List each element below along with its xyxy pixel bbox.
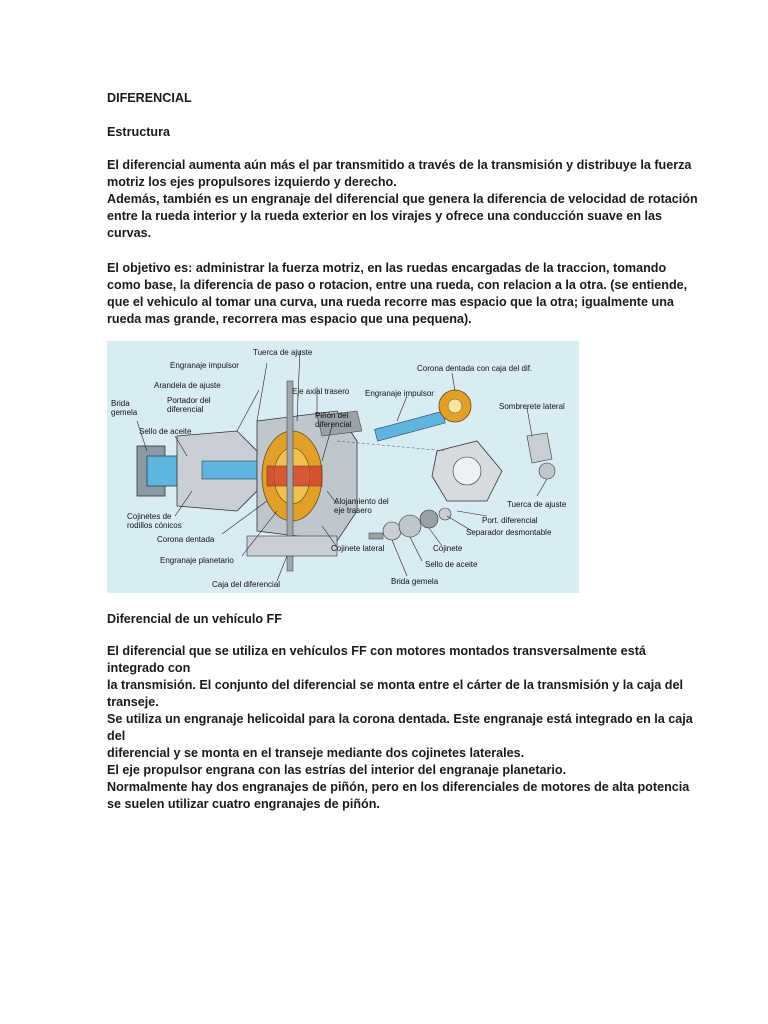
label-separador: Separador desmontable	[466, 528, 552, 537]
text-line: Se utiliza un engranaje helicoidal para la corona dentada. Este engranaje está integrado en la caja	[107, 712, 693, 726]
label-corona-dentada: Corona dentada	[157, 535, 215, 544]
text-line: que el vehiculo al tomar una curva, una rueda recorre mas espacio que la otra; igualmente una	[107, 295, 674, 309]
text-line: rueda mas grande, recorrera mas espacio que una pequena).	[107, 312, 472, 326]
differential-diagram	[107, 341, 579, 593]
text-line: del	[107, 729, 126, 743]
paragraph-ff	[107, 643, 693, 813]
label-caja-diferencial: Caja del diferencial	[212, 580, 281, 589]
label-pinon-1: Piñón del	[315, 411, 349, 420]
label-eje-axial-trasero: Eje axial trasero	[292, 387, 350, 396]
label-tuerca-ajuste-r: Tuerca de ajuste	[507, 500, 567, 509]
label-alojamiento-1: Alojamiento del	[334, 497, 389, 506]
differential-illustration	[107, 341, 579, 593]
label-sombrerete-lateral: Sombrerete lateral	[499, 402, 565, 411]
text-line: Además, también es un engranaje del diferencial que genera la diferencia de velocidad de rotación	[107, 192, 698, 206]
text-line: El diferencial que se utiliza en vehículos FF con motores montados transversalmente está	[107, 644, 646, 658]
label-portador-1: Portador del	[167, 396, 211, 405]
label-tuerca-ajuste: Tuerca de ajuste	[253, 348, 313, 357]
label-brida-gemela-1: Brida	[111, 399, 130, 408]
label-brida-gemela-2: gemela	[111, 408, 138, 417]
label-alojamiento-2: eje trasero	[334, 506, 372, 515]
text-line: El objetivo es: administrar la fuerza motriz, en las ruedas encargadas de la traccion, tomando	[107, 261, 667, 275]
label-engranaje-planetario: Engranaje planetario	[160, 556, 234, 565]
label-engranaje-impulsor: Engranaje impulsor	[170, 361, 239, 370]
text-line: entre la rueda interior y la rueda exterior en los virajes y ofrece una conducción suave en las	[107, 209, 663, 223]
text-line: diferencial y se monta en el transeje mediante dos cojinetes laterales.	[107, 746, 525, 760]
paragraph-intro	[107, 157, 698, 242]
text-line: curvas.	[107, 226, 152, 240]
document-title: DIFERENCIAL	[107, 91, 192, 105]
label-sello-aceite-r: Sello de aceite	[425, 560, 478, 569]
label-cojinetes-2: rodillos cónicos	[127, 521, 182, 530]
text-line: integrado con	[107, 661, 191, 675]
text-line: motriz los ejes propulsores izquierdo y derecho.	[107, 175, 397, 189]
label-corona-con-caja: Corona dentada con caja del dif.	[417, 364, 533, 373]
text-line: se suelen utilizar cuatro engranajes de piñón.	[107, 797, 380, 811]
text-line: como base, la diferencia de paso o rotacion, entre una rueda, con relacion a la otra. (se entiende,	[107, 278, 688, 292]
label-cojinetes-1: Cojinetes de	[127, 512, 172, 521]
label-brida-gemela-r: Brida gemela	[391, 577, 439, 586]
section-heading-ff: Diferencial de un vehículo FF	[107, 612, 282, 626]
label-pinon-2: diferencial	[315, 420, 352, 429]
paragraph-objetivo	[107, 260, 688, 328]
label-cojinete-lateral: Cojinete lateral	[331, 544, 385, 553]
text-line: El eje propulsor engrana con las estrías del interior del engranaje planetario.	[107, 763, 567, 777]
text-line: El diferencial aumenta aún más el par transmitido a través de la transmisión y distribuye la fuerza	[107, 158, 692, 172]
label-cojinete: Cojinete	[433, 544, 463, 553]
label-port-diferencial: Port. diferencial	[482, 516, 538, 525]
text-line: la transmisión. El conjunto del diferencial se monta entre el cárter de la transmisión y la caja del	[107, 678, 684, 692]
text-line: transeje.	[107, 695, 159, 709]
label-sello-aceite: Sello de aceite	[139, 427, 192, 436]
label-portador-2: diferencial	[167, 405, 204, 414]
text-line: Normalmente hay dos engranajes de piñón, pero en los diferenciales de motores de alta potencia	[107, 780, 690, 794]
section-heading-estructura: Estructura	[107, 125, 170, 139]
label-engranaje-impulsor-r: Engranaje impulsor	[365, 389, 434, 398]
label-arandela-ajuste: Arandela de ajuste	[154, 381, 221, 390]
